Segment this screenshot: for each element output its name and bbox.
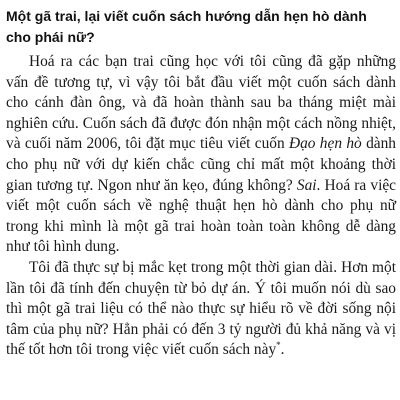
section-heading: Một gã trai, lại viết cuốn sách hướng dẫn hẹn hò dành cho phái nữ?	[6, 8, 367, 45]
paragraph-1-part-c: . Hoá ra việc viết một cuốn sách về nghệ thuật hẹn hò dành cho phụ nữ trong khi mình là một gã trai hoàn toàn toàn không dễ dàng như tôi hình dung.	[6, 176, 397, 256]
paragraph-1-part-b: dành cho phụ nữ với dự kiến chắc cũng chỉ mất một khoảng thời gian tương tự. Ngon như ăn kẹo, đúng không?	[6, 135, 396, 194]
paragraph-2-text: Tôi đã thực sự bị mắc kẹt trong một thời gian dài. Hơn một lần tôi đã tính đến chuyện từ bỏ dự án. Ý tôi muốn nói dù sao thì một gã trai liệu có thể nào thực sự hiểu rõ về đời sống nội tâm của phụ nữ? Hẳn phải có đến 3 tỷ người đủ khả năng và vị thế tốt hơn tôi trong việc viết cuốn sách này	[6, 258, 396, 359]
paragraph-2-end: .	[280, 341, 285, 359]
paragraph-1	[6, 52, 396, 258]
footnote-marker: *	[276, 340, 281, 351]
emphasis-word: Sai	[296, 176, 317, 194]
paragraph-1-part-a: Hoá ra các bạn trai cũng học với tôi cũng đã gặp những vấn đề tương tự, vì vậy tôi bắt đầu viết một cuốn sách dành cho cánh đàn ông, và đã hoàn thành sau ba tháng miệt mài nghiên cứu. Cuốn sách đã được đón nhận một cách nồng nhiệt, và cuối năm 2006, tôi đặt mục tiêu viết cuốn	[6, 53, 396, 153]
book-title: Đạo hẹn hò	[288, 135, 362, 153]
paragraph-2	[6, 258, 396, 361]
body-text	[6, 52, 396, 361]
